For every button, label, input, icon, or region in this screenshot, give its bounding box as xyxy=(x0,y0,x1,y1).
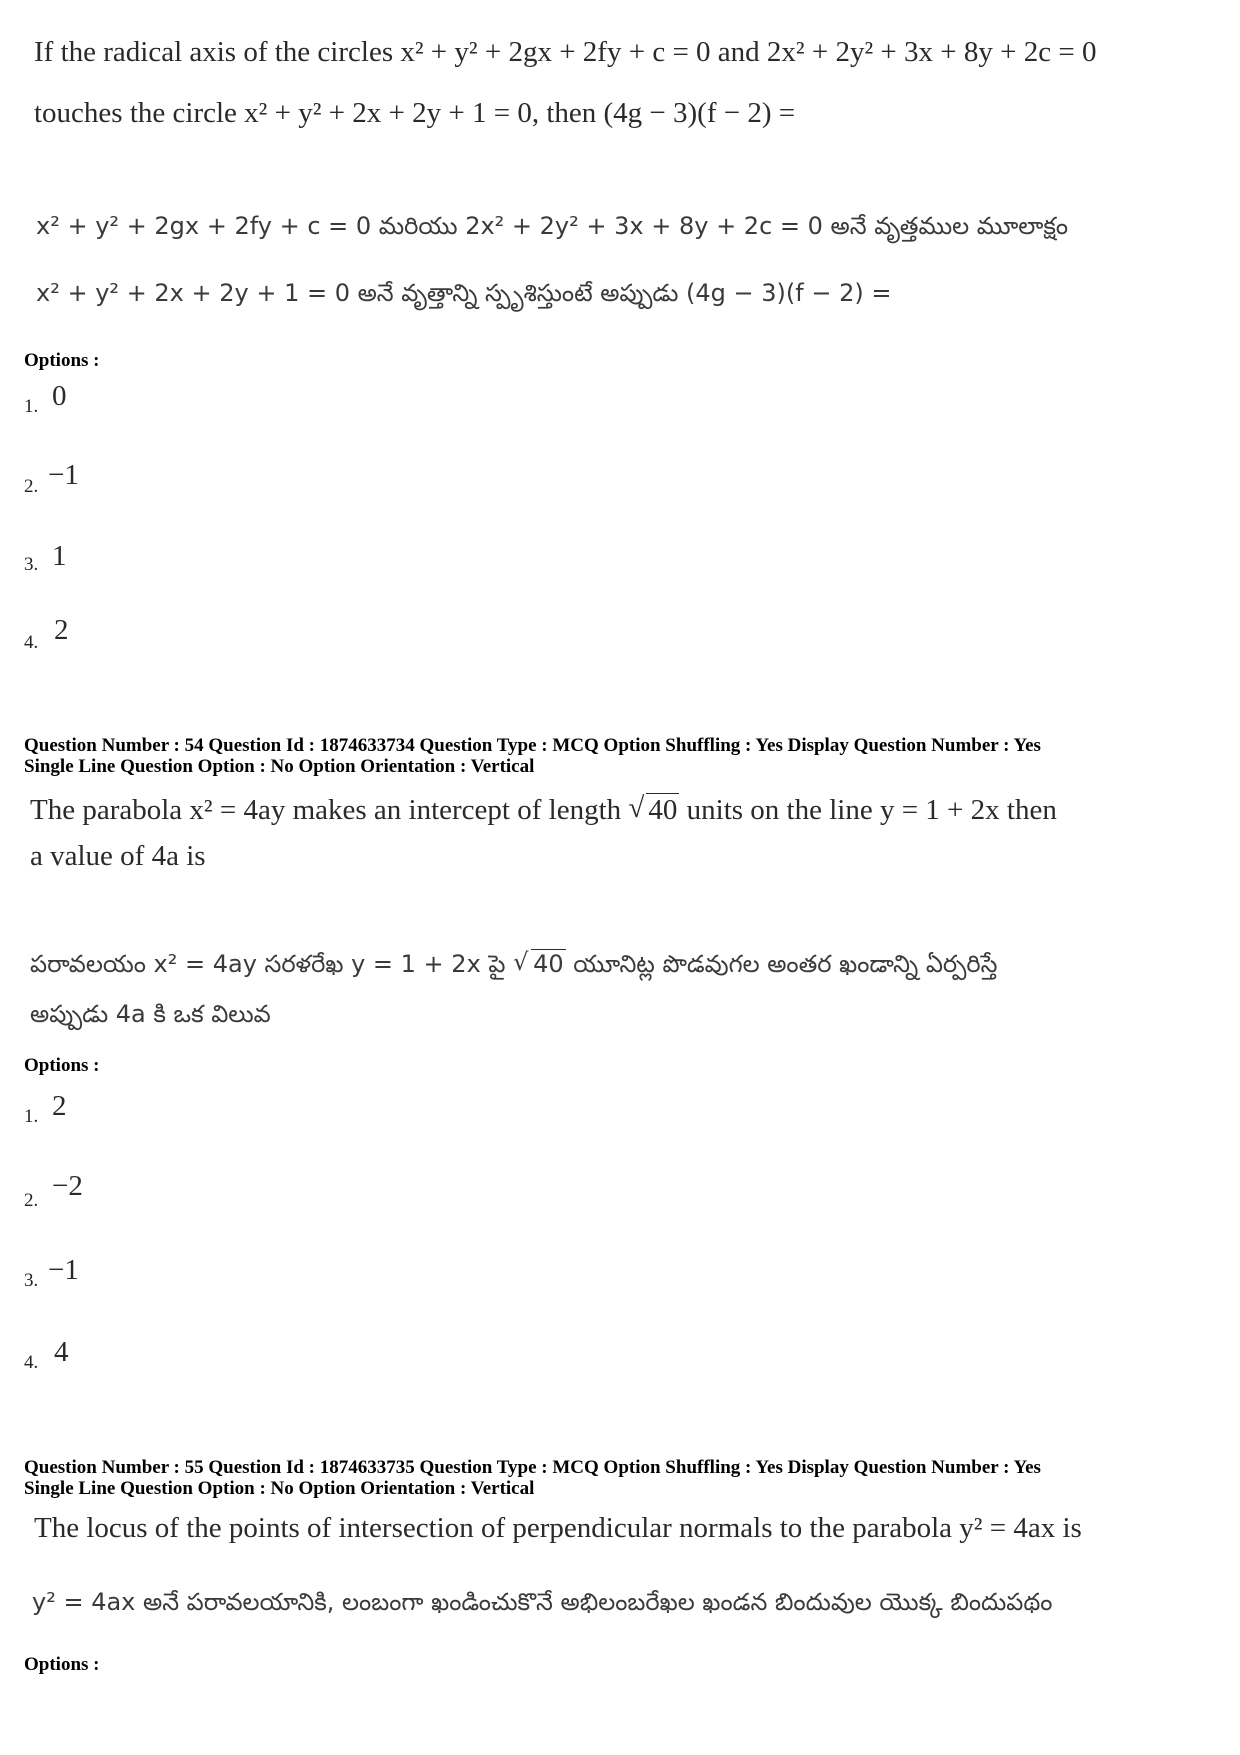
option-value: −1 xyxy=(48,459,79,491)
q54-telugu-part1: పరావలయం x² = 4ay సరళరేఖ y = 1 + 2x పై xyxy=(30,950,506,978)
q54-options-label: Options : xyxy=(24,1055,100,1076)
option-number: 2. xyxy=(24,1190,39,1211)
q54-stem-line1 xyxy=(30,794,1057,827)
option-value: 2 xyxy=(52,1090,67,1122)
option-value: 0 xyxy=(52,380,67,412)
q54-meta-line1: Question Number : 54 Question Id : 1874633734 Question Type : MCQ Option Shuffling : Yes Display Question Number : Yes xyxy=(24,735,1041,756)
option-number: 3. xyxy=(24,554,39,575)
option-number: 4. xyxy=(24,1352,39,1373)
option-number: 4. xyxy=(24,632,39,653)
option-number: 1. xyxy=(24,396,39,417)
q54-telugu-line2: అప్పుడు 4a కి ఒక విలువ xyxy=(30,1000,271,1028)
option-number: 1. xyxy=(24,1106,39,1127)
q54-telugu-part2: యూనిట్ల పొడవుగల అంతర ఖండాన్ని ఏర్పరిస్తే xyxy=(573,950,998,978)
option-number: 2. xyxy=(24,476,39,497)
option-value: −2 xyxy=(52,1170,83,1202)
radicand: 40 xyxy=(533,950,564,978)
q54-telugu-sqrt: √ 40 xyxy=(513,948,564,978)
option-number: 3. xyxy=(24,1270,39,1291)
q54-stem-part2: units on the line y = 1 + 2x then xyxy=(686,794,1057,826)
option-value: 2 xyxy=(54,614,69,646)
q53-options-label: Options : xyxy=(24,350,100,371)
q54-stem-part1: The parabola x² = 4ay makes an intercept of length xyxy=(30,794,622,826)
q55-telugu-line1: y² = 4ax అనే పరావలయానికి, లంబంగా ఖండించుకొనే అభిలంబరేఖల ఖండన బిందువుల యొక్క బిందుపథం xyxy=(32,1588,1053,1616)
q53-telugu-line1: x² + y² + 2gx + 2fy + c = 0 మరియు 2x² + 2y² + 3x + 8y + 2c = 0 అనే వృత్తముల మూలాక్షం xyxy=(36,212,1069,240)
option-value: 4 xyxy=(54,1336,69,1368)
q54-stem-sqrt: √ 40 xyxy=(628,792,678,826)
q54-telugu-line1 xyxy=(30,950,997,984)
radicand: 40 xyxy=(648,794,678,826)
q53-stem-line1: If the radical axis of the circles x² + y² + 2gx + 2fy + c = 0 and 2x² + 2y² + 3x + 8y + 2c = 0 xyxy=(34,36,1097,68)
q54-meta-line2: Single Line Question Option : No Option Orientation : Vertical xyxy=(24,756,535,777)
option-value: 1 xyxy=(52,540,67,572)
q55-options-label: Options : xyxy=(24,1654,100,1675)
option-value: −1 xyxy=(48,1254,79,1286)
q53-stem-line2: touches the circle x² + y² + 2x + 2y + 1 = 0, then (4g − 3)(f − 2) = xyxy=(34,97,796,129)
q53-telugu-line2: x² + y² + 2x + 2y + 1 = 0 అనే వృత్తాన్ని స్పృశిస్తుంటే అప్పుడు (4g − 3)(f − 2) = xyxy=(36,279,892,307)
q55-meta-line1: Question Number : 55 Question Id : 1874633735 Question Type : MCQ Option Shuffling : Yes Display Question Number : Yes xyxy=(24,1457,1041,1478)
q55-stem-line1: The locus of the points of intersection of perpendicular normals to the parabola y² = 4ax is xyxy=(34,1512,1082,1544)
q55-meta-line2: Single Line Question Option : No Option Orientation : Vertical xyxy=(24,1478,535,1499)
q54-stem-line2: a value of 4a is xyxy=(30,840,206,872)
